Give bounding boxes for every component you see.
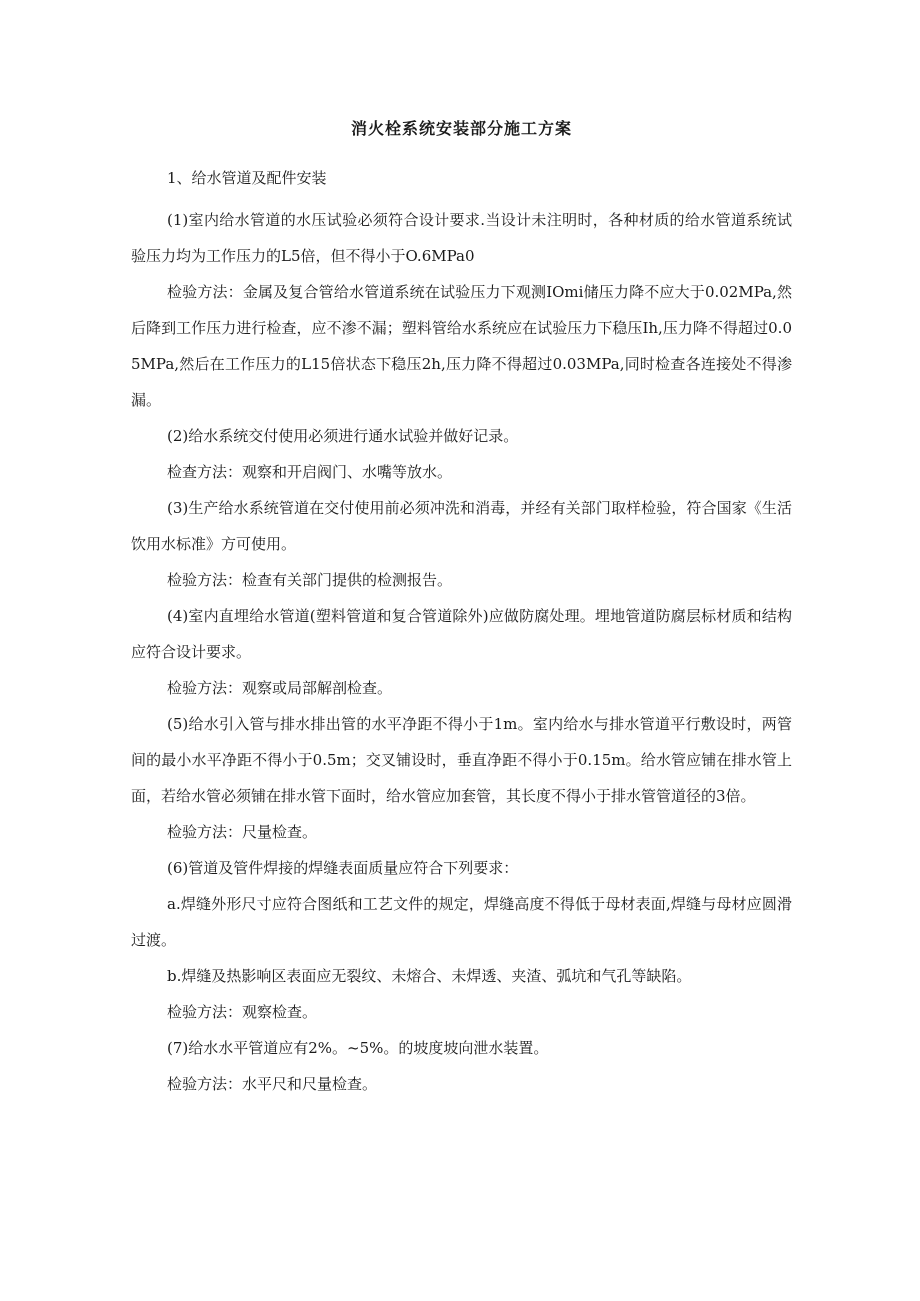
inspection-method-1: 检验方法：金属及复合管给水管道系统在试验压力下观测IOmi储压力降不应大于0.02MPa,然后降到工作压力进行检查，应不渗不漏；塑料管给水系统应在试验压力下稳压Ih,压力降不得超过0.05MPa,然后在工作压力的L15倍状态下稳压2h,压力降不得超过0.03MPa,同时检查各连接处不得渗漏。: [131, 283, 792, 409]
clause-6-item-a: a.焊缝外形尺寸应符合图纸和工艺文件的规定，焊缝高度不得低于母材表面,焊缝与母材应圆滑过渡。: [131, 895, 792, 949]
clause-5: (5)给水引入管与排水排出管的水平净距不得小于1m。室内给水与排水管道平行敷设时，两管间的最小水平净距不得小于0.5m；交叉铺设时，垂直净距不得小于0.15m。给水管应铺在排水管上面，若给水管必须铺在排水管下面时，给水管应加套管，其长度不得小于排水管管道径的3倍。: [131, 715, 792, 805]
clause-6-item-b: b.焊缝及热影响区表面应无裂纹、未熔合、未焊透、夹渣、弧坑和气孔等缺陷。: [167, 967, 692, 985]
inspection-method-5: 检验方法：尺量检查。: [167, 823, 318, 841]
section-heading: 1、给水管道及配件安装: [167, 169, 327, 187]
clause-1: (1)室内给水管道的水压试验必须符合设计要求.当设计未注明时，各种材质的给水管道系统试验压力均为工作压力的L5倍，但不得小于O.6MPa0: [131, 211, 792, 265]
inspection-method-4: 检验方法：观察或局部解剖检查。: [167, 679, 393, 697]
clause-6: (6)管道及管件焊接的焊缝表面质量应符合下列要求：: [167, 859, 519, 877]
inspection-method-3: 检验方法：检查有关部门提供的检测报告。: [167, 571, 453, 589]
clause-2: (2)给水系统交付使用必须进行通水试验并做好记录。: [167, 427, 519, 445]
clause-7: (7)给水水平管道应有2%。~5%。的坡度坡向泄水装置。: [167, 1039, 549, 1057]
document-title: 消火栓系统安装部分施工方案: [350, 119, 572, 138]
clause-3: (3)生产给水系统管道在交付使用前必须冲洗和消毒，并经有关部门取样检验，符合国家《生活饮用水标准》方可使用。: [131, 499, 792, 553]
inspection-method-2: 检查方法：观察和开启阀门、水嘴等放水。: [167, 463, 453, 481]
inspection-method-7: 检验方法：水平尺和尺量检查。: [167, 1075, 378, 1093]
inspection-method-6: 检验方法：观察检查。: [167, 1003, 318, 1021]
clause-4: (4)室内直埋给水管道(塑料管道和复合管道除外)应做防腐处理。埋地管道防腐层标材质和结构应符合设计要求。: [131, 607, 792, 661]
